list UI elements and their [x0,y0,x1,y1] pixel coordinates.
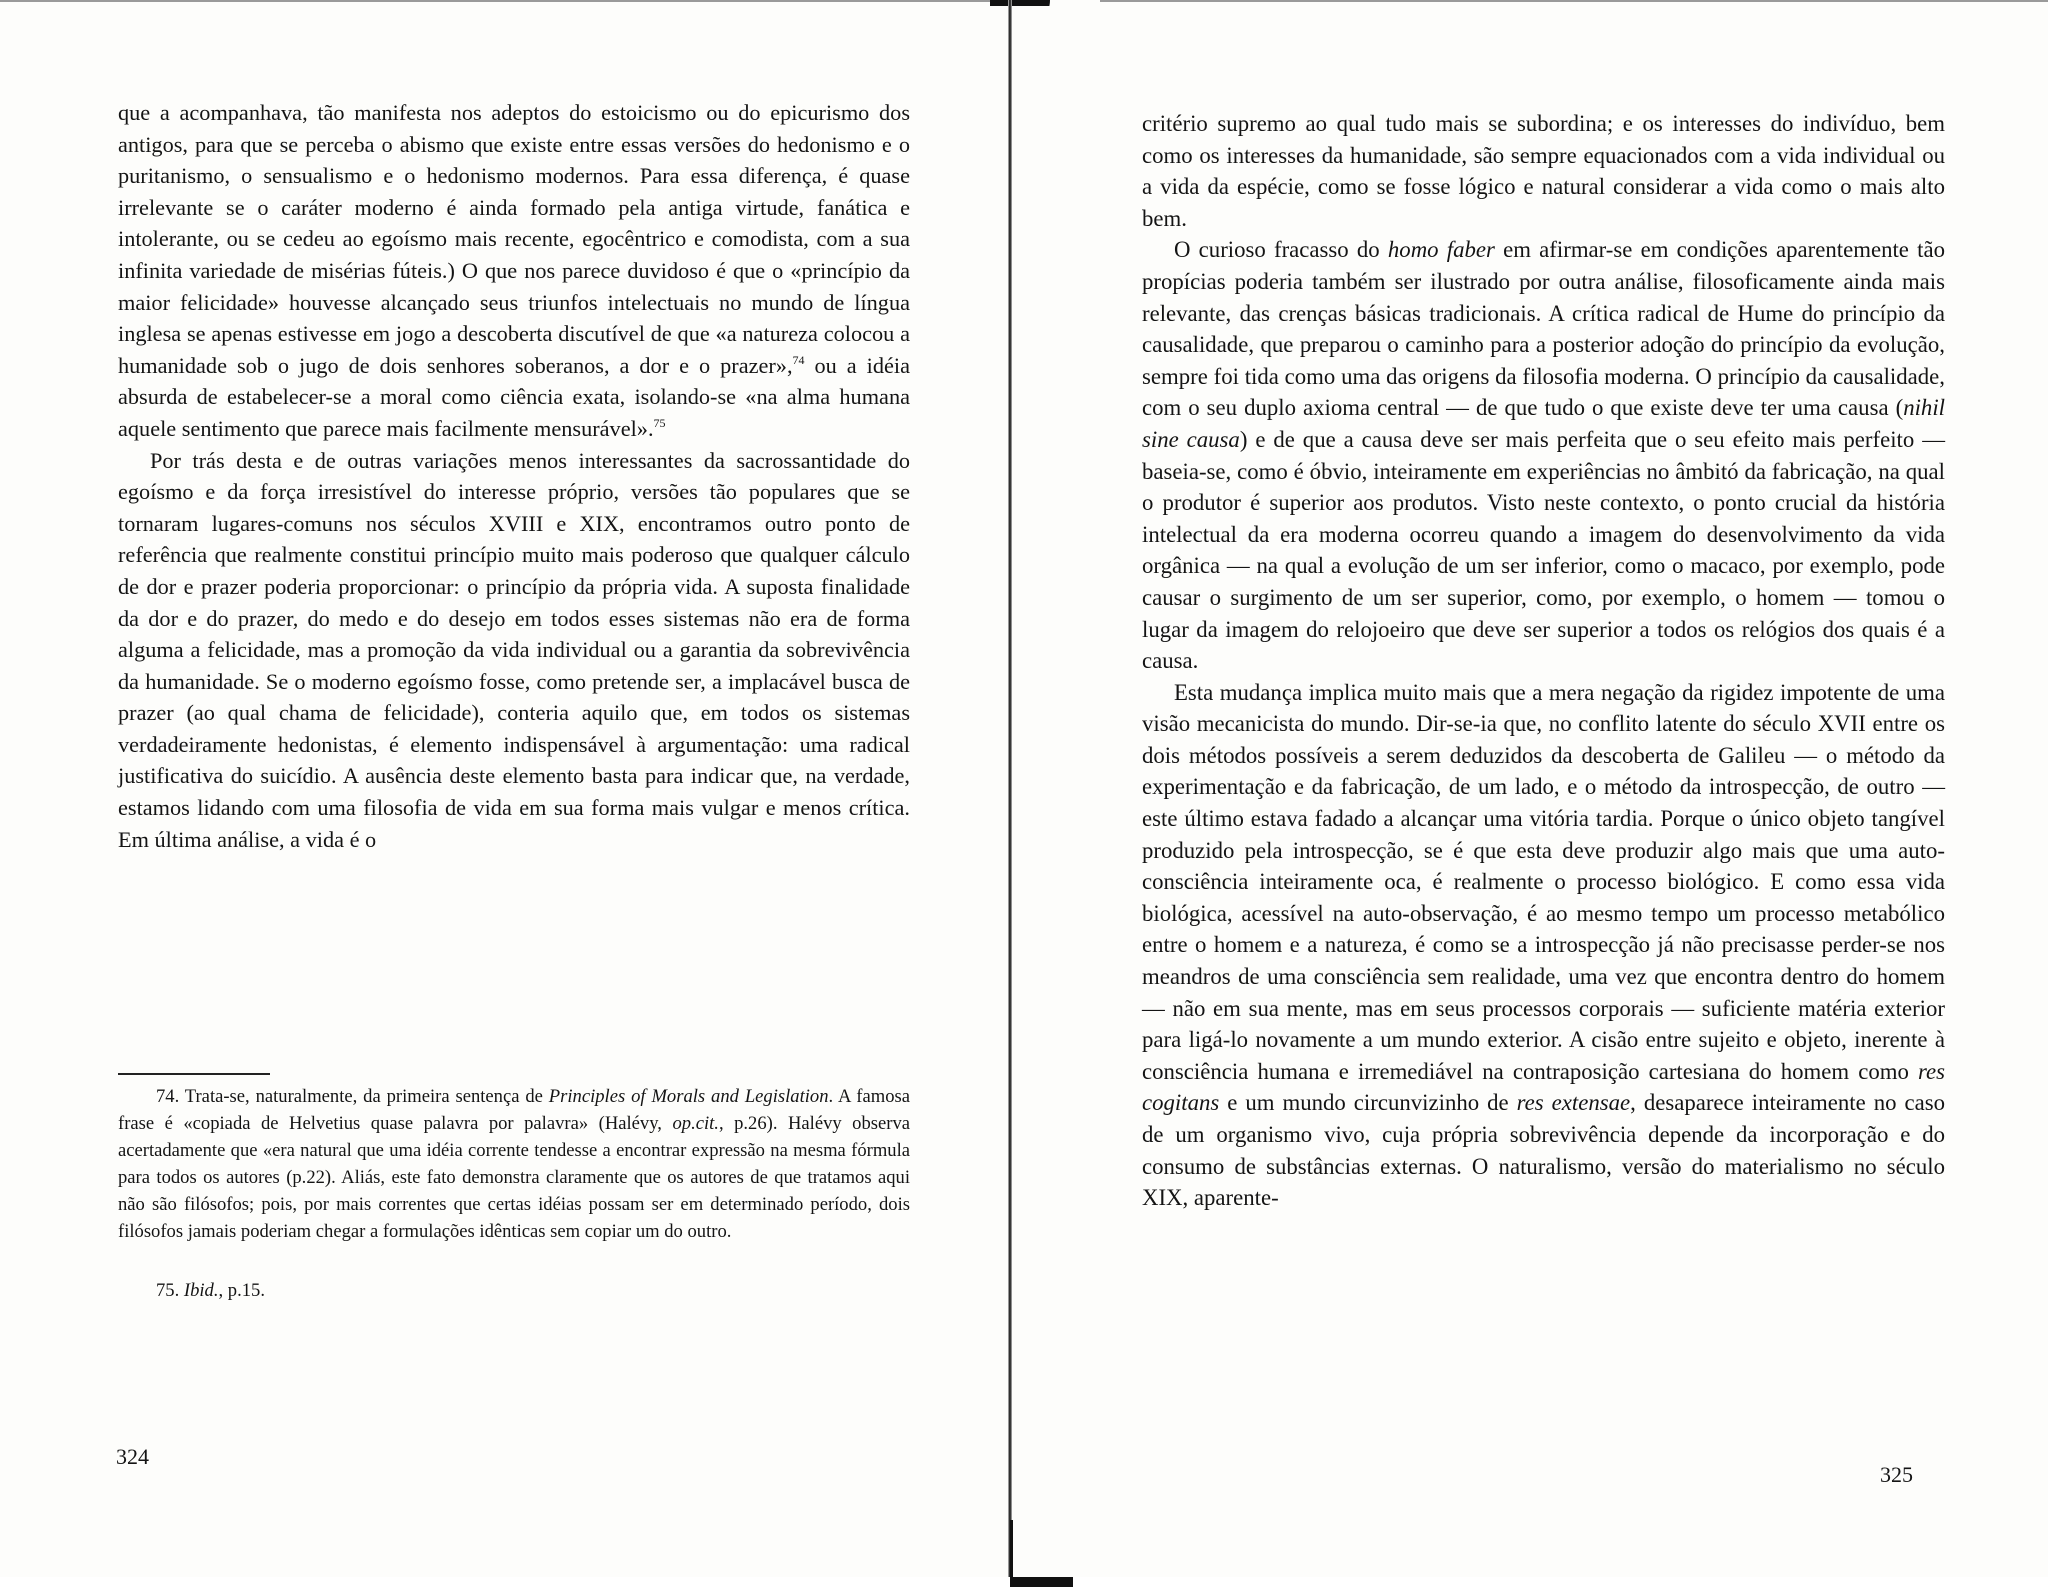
right-page-body [1142,108,1945,1214]
footnote-separator [118,1073,270,1075]
left-paragraph-2: Por trás desta e de outras variações menos interessantes da sacrossantidade do egoísmo e da força irresistível do interesse próprio, versões tão populares que se tornaram lugares-comuns nos séculos XVIII e XIX, encontramos outro ponto de referência que realmente constitui princípio muito mais poderoso que qualquer cálculo de dor e prazer poderia proporcionar: o princípio da própria vida. A suposta finalidade da dor e do prazer, do medo e do desejo em todos esses sistemas não era de forma alguma a felicidade, mas a promoção da vida individual ou a garantia da sobrevivência da humanidade. Se o moderno egoísmo fosse, como pretende ser, a implacável busca de prazer (ao qual chama de felicidade), conteria aquilo que, em todos os sistemas verdadeiramente hedonistas, é elemento indispensável à argumentação: uma radical justificativa do suicídio. A ausência deste elemento basta para indicar que, na verdade, estamos lidando com uma filosofia de vida em sua forma mais vulgar e menos crítica. Em última análise, a vida é o [118,447,910,852]
left-page [0,0,1010,1577]
right-paragraph-1: critério supremo ao qual tudo mais se subordina; e os interesses do indivíduo, bem como os interesses da humanidade, são sempre equacionados com a vida individual ou a vida da espécie, como se fosse lógico e natural considerar a vida como o mais alto bem. [1142,111,1945,231]
footnote-ref-75: 75 [653,415,666,430]
footnote-74: 74. Trata-se, naturalmente, da primeira sentença de Principles of Morals and Legislation. A famosa frase é «copiada de Helvetius quase palavra por palavra» (Halévy, op.cit., p.26). Halévy observa acertadamente que «era natural que uma idéia corrente tendesse a encontrar expressão na mesma fórmula para todos os autores (p.22). Aliás, este fato demonstra claramente que os autores de que tratamos aqui não são filósofos; pois, por mais correntes que certas idéias possam ser em determinado período, dois filósofos jamais poderiam chegar a formulações idênticas sem copiar um do outro. [118,1086,910,1242]
right-page [1012,0,2048,1577]
footnote-75: 75. Ibid., p.15. [156,1280,265,1301]
page-number-right: 325 [1880,1462,1913,1487]
right-paragraph-2: O curioso fracasso do homo faber em afirmar-se em condições aparentemente tão propícias poderia também ser ilustrado por outra análise, filosoficamente ainda mais relevante, das crenças básicas tradicionais. A crítica radical de Hume do princípio da causalidade, que preparou o caminho para a posterior adoção do princípio da evolução, sempre foi tida como uma das origens da filosofia moderna. O princípio da causalidade, com o seu duplo axioma central — de que tudo o que existe deve ter uma causa (nihil sine causa) e de que a causa deve ser mais perfeita que o seu efeito mais perfeito — baseia-se, como é óbvio, inteiramente em experiências no âmbitó da fabricação, na qual o produtor é superior aos produtos. Visto neste contexto, o ponto crucial da história intelectual da era moderna ocorreu quando a imagem do desenvolvimento da vida orgânica — na qual a evolução de um ser inferior, como o macaco, por exemplo, pode causar o surgimento de um ser superior, como, por exemplo, o homem — tomou o lugar da imagem do relojoeiro que deve ser superior a todos os relógios dos quais é a causa. [1142,237,1945,674]
page-number-left: 324 [116,1444,149,1469]
footnote-ref-74: 74 [792,352,805,367]
footnotes [118,1083,910,1304]
right-paragraph-3: Esta mudança implica muito mais que a mera negação da rigidez impotente de uma visão mecanicista do mundo. Dir-se-ia que, no conflito latente do século XVII entre os dois métodos possíveis a serem deduzidos da descoberta de Galileu — o método da experimentação e da fabricação, de um lado, e o método da introspecção, de outro — este último estava fadado a alcançar uma vitória tardia. Porque o único objeto tangível produzido pela introspecção, se é que esta deve produzir algo mais que uma auto-consciência inteiramente oca, é realmente o processo biológico. E como essa vida biológica, acessível na auto-observação, é ao mesmo tempo um processo metabólico entre o homem e a natureza, é como se a introspecção já não precisasse perder-se nos meandros de uma consciência sem realidade, uma vez que encontra dentro do homem — não em sua mente, mas em seus processos corporais — suficiente matéria exterior para ligá-lo novamente a um mundo exterior. A cisão entre sujeito e objeto, inerente à consciência humana e irremediável na contraposição cartesiana do homem como res cogitans e um mundo circunvizinho de res extensae, desaparece inteiramente no caso de um organismo vivo, cuja própria sobrevivência depende da incorporação e do consumo de substâncias externas. O naturalismo, versão do materialismo no século XIX, aparente- [1142,679,1945,1211]
left-paragraph-1: que a acompanhava, tão manifesta nos adeptos do estoicismo ou do epicurismo dos antigos, para que se perceba o abismo que existe entre essas versões do hedonismo e o puritanismo, o sensualismo e o hedonismo modernos. Para essa diferença, é quase irrelevante se o caráter moderno é ainda formado pela antiga virtude, fanática e intolerante, ou se cedeu ao egoísmo mais recente, egocêntrico e comodista, com a sua infinita variedade de misérias fúteis.) O que nos parece duvidoso é que o «princípio da maior felicidade» houvesse alcançado seus triunfos intelectuais no mundo de língua inglesa se apenas estivesse em jogo a descoberta discutível de que «a natureza colocou a humanidade sob o jugo de dois senhores soberanos, a dor e o prazer»,$^{74}$ ou a idéia absurda de estabelecer-se a moral como ciência exata, isolando-se «na alma humana aquele sentimento que parece mais facilmente mensurável».$^{75}$ [118,100,910,441]
left-page-body [118,97,910,855]
